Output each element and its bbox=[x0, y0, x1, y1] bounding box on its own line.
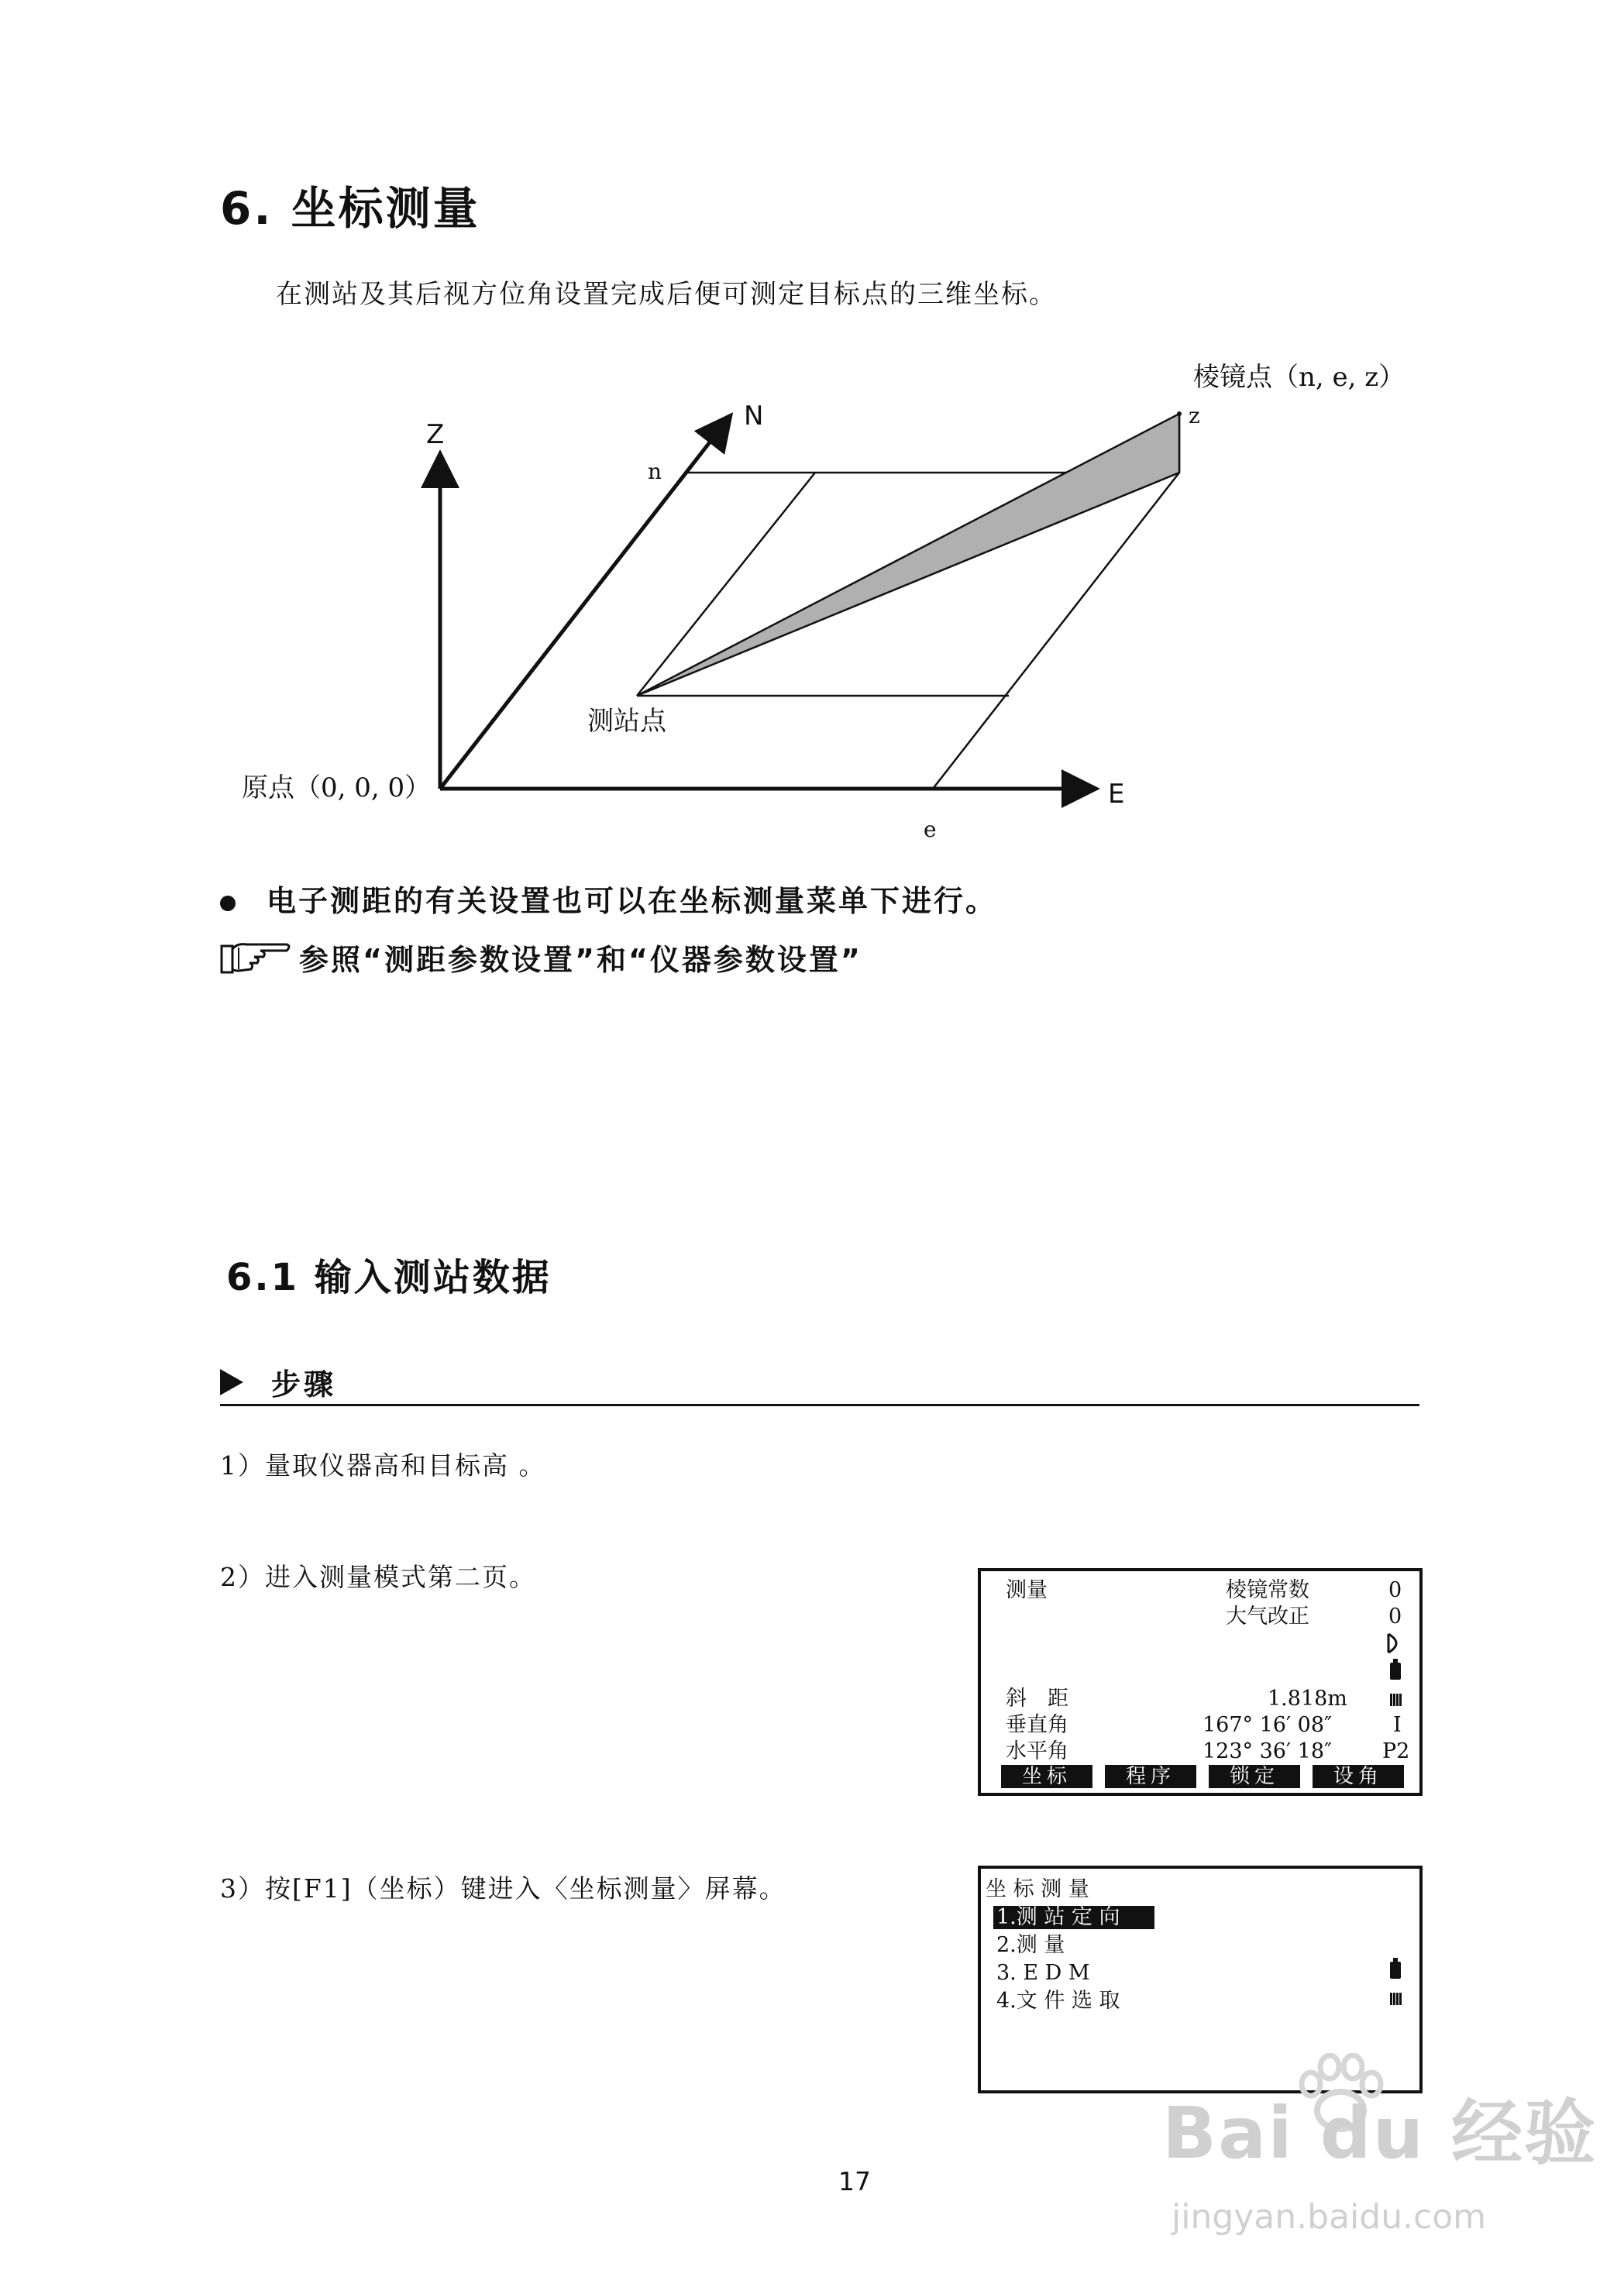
watermark-url: jingyan.baidu.com bbox=[1172, 2197, 1487, 2237]
coordinate-diagram bbox=[0, 0, 1624, 868]
steps-header bbox=[220, 1360, 336, 1403]
prism-point bbox=[1177, 411, 1182, 416]
page-indicator: P2 bbox=[1382, 1739, 1410, 1763]
n-value-label: n bbox=[648, 459, 662, 484]
atmos-correction-value: 0 bbox=[1388, 1605, 1402, 1629]
e-value-label: e bbox=[924, 817, 937, 842]
softkey-f4-set-angle[interactable]: 设角 bbox=[1313, 1765, 1404, 1788]
menu-item-edm[interactable]: 3. E D M bbox=[996, 1961, 1090, 1985]
prism-constant-label: 棱镜常数 bbox=[1226, 1578, 1309, 1602]
step-2: 2）进入测量模式第二页。 bbox=[220, 1562, 536, 1592]
battery-icon bbox=[1390, 1962, 1401, 1979]
menu-title: 坐 标 测 量 bbox=[986, 1877, 1089, 1901]
laser-prism-icon bbox=[1385, 1632, 1406, 1655]
subsection-title: 6.1 输入测站数据 bbox=[226, 1256, 552, 1299]
page-number: 17 bbox=[838, 2166, 871, 2196]
signal-icon bbox=[1390, 1694, 1402, 1706]
station-plane-back-left bbox=[637, 473, 815, 696]
atmos-correction-label: 大气改正 bbox=[1226, 1605, 1309, 1629]
baidu-jingyan-watermark: Bai du 经验 bbox=[1162, 2092, 1598, 2175]
triangle-right-icon bbox=[220, 1369, 243, 1395]
softkey-f1-coordinates[interactable]: 坐标 bbox=[1001, 1765, 1092, 1788]
intro-paragraph: 在测站及其后视方位角设置完成后便可测定目标点的三维坐标。 bbox=[276, 279, 1057, 310]
menu-item-file-select[interactable]: 4.文 件 选 取 bbox=[996, 1989, 1120, 2013]
menu-item-station-orientation[interactable]: 1.测 站 定 向 bbox=[996, 1905, 1120, 1929]
bullet-note-text: 电子测距的有关设置也可以在坐标测量菜单下进行。 bbox=[267, 884, 998, 918]
origin-label: 原点（0, 0, 0） bbox=[242, 772, 432, 803]
vertical-angle-label: 垂直角 bbox=[1006, 1713, 1068, 1737]
softkey-f2-program[interactable]: 程序 bbox=[1105, 1765, 1196, 1788]
step-1: 1）量取仪器高和目标高 。 bbox=[220, 1450, 546, 1481]
section-title: 6. 坐标测量 bbox=[220, 182, 480, 235]
vertical-angle-value: 167° 16′ 08″ bbox=[1203, 1713, 1333, 1737]
n-axis bbox=[440, 418, 728, 789]
slope-distance-label: 斜 距 bbox=[1006, 1687, 1068, 1711]
horizontal-angle-value: 123° 36′ 18″ bbox=[1203, 1739, 1333, 1763]
softkey-f3-lock[interactable]: 锁定 bbox=[1209, 1765, 1300, 1788]
z-axis-label: Z bbox=[426, 419, 445, 450]
e-axis-label: E bbox=[1108, 779, 1125, 810]
reference-note-text: 参照“测距参数设置”和“仪器参数设置” bbox=[299, 943, 862, 977]
bullet-note bbox=[220, 877, 997, 920]
sight-triangle bbox=[637, 414, 1179, 696]
pointing-hand-icon bbox=[220, 938, 294, 977]
menu-item-measure[interactable]: 2.测 量 bbox=[996, 1933, 1065, 1957]
signal-icon bbox=[1390, 1993, 1402, 2005]
bullet-dot bbox=[220, 896, 236, 911]
face-indicator: I bbox=[1393, 1713, 1402, 1737]
prism-constant-value: 0 bbox=[1388, 1578, 1402, 1602]
n-axis-label: N bbox=[744, 401, 764, 432]
steps-header-label: 步骤 bbox=[271, 1367, 337, 1402]
measure-mode-screen bbox=[978, 1568, 1423, 1796]
horizontal-angle-label: 水平角 bbox=[1006, 1739, 1068, 1763]
reference-note bbox=[220, 936, 862, 979]
station-label: 测站点 bbox=[587, 706, 666, 737]
step-3: 3）按[F1]（坐标）键进入〈坐标测量〉屏幕。 bbox=[220, 1873, 786, 1904]
mode-label: 测量 bbox=[1006, 1578, 1048, 1602]
steps-divider bbox=[220, 1404, 1419, 1406]
slope-distance-value: 1.818m bbox=[1268, 1687, 1347, 1711]
battery-icon bbox=[1390, 1663, 1401, 1680]
z-point-label: z bbox=[1189, 403, 1200, 428]
prism-point-label: 棱镜点（n, e, z） bbox=[1193, 362, 1406, 393]
